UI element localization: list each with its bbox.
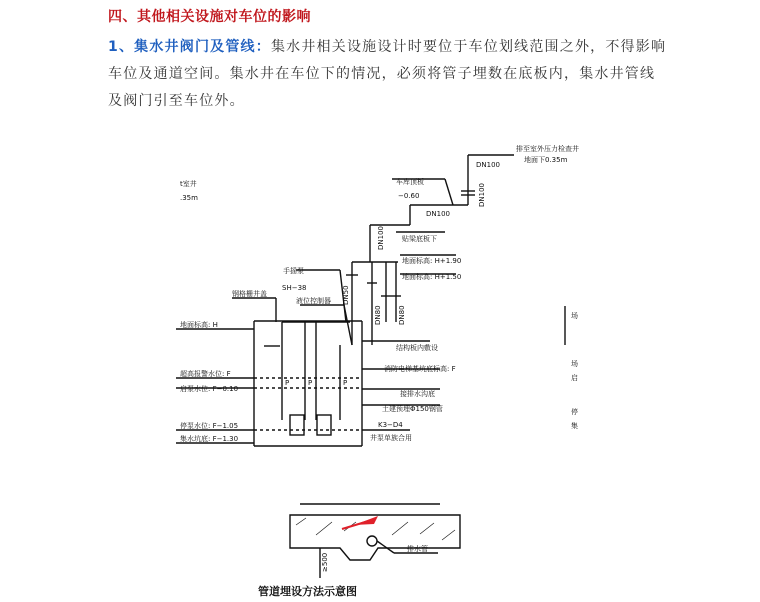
label-controller: 液位控制器 bbox=[296, 297, 331, 305]
label-trench: 接排水沟底 bbox=[400, 390, 435, 398]
label-right-1: 场 bbox=[571, 312, 578, 320]
label-dn100-mid-vertical: DN100 bbox=[377, 226, 385, 250]
label-pump-model: SH−38 bbox=[282, 284, 307, 292]
diagram-caption: 管道埋设方法示意图 bbox=[258, 585, 357, 598]
label-beam: 贴梁底板下 bbox=[402, 235, 437, 243]
label-pump-set: 井泵单族合用 bbox=[370, 434, 412, 442]
label-pipe-p3: P bbox=[343, 379, 348, 387]
label-pipe-p1: P bbox=[285, 379, 290, 387]
label-outdoor-well: 排至室外压力检查井 bbox=[516, 145, 579, 153]
label-left-well: t室井 bbox=[180, 180, 197, 188]
label-right-4: 停 bbox=[571, 408, 578, 416]
label-floor: 地面标高: H bbox=[180, 321, 218, 329]
label-ceiling-value: −0.60 bbox=[398, 192, 420, 200]
label-ceiling: 车库顶板 bbox=[396, 178, 424, 186]
label-right-3: 启 bbox=[571, 374, 578, 382]
label-right-2: 场 bbox=[571, 360, 578, 368]
label-dn100-top: DN100 bbox=[476, 161, 500, 169]
label-right-5: 集 bbox=[571, 422, 578, 430]
paragraph-lead: 1、集水井阀门及管线： bbox=[108, 39, 271, 55]
label-dn50: DN50 bbox=[342, 285, 350, 305]
section-title: 四、其他相关设施对车位的影响 bbox=[108, 9, 311, 25]
label-alarm: 超高报警水位: F bbox=[180, 370, 231, 378]
label-elevator: 消防电梯基坑底标高: F bbox=[384, 365, 456, 373]
label-ground-level: 地面下0.35m bbox=[524, 156, 568, 164]
label-dn100-mid: DN100 bbox=[426, 210, 450, 218]
label-dn80a: DN80 bbox=[374, 305, 382, 325]
label-cover: 钢格栅井盖 bbox=[232, 290, 267, 298]
label-pump: 手摇泵 bbox=[283, 267, 304, 275]
label-h150: 地面标高: H+1.50 bbox=[402, 273, 462, 281]
label-k3: K3−D4 bbox=[378, 421, 403, 429]
label-drain-pipe: 排水管 bbox=[407, 545, 428, 553]
label-steel-pipe: 土建预埋Φ150钢管 bbox=[382, 405, 443, 413]
label-bottom: 集水坑底: F−1.30 bbox=[180, 435, 239, 443]
label-left-depth: .35m bbox=[180, 194, 198, 202]
paragraph-body: 集水井相关设施设计时要位于车位划线范围之外，不得影响车位及通道空间。集水井在车位下的情况，必须将管子埋数在底板内，集水井管线及阀门引至车位外。 bbox=[108, 39, 667, 109]
label-h190: 地面标高: H+1.90 bbox=[402, 257, 462, 265]
label-start: 启泵水位: F−0.10 bbox=[180, 385, 239, 393]
label-pipe-p2: P bbox=[308, 379, 313, 387]
label-dn80b: DN80 bbox=[398, 305, 406, 325]
label-embedded: 结构板内敷设 bbox=[396, 344, 438, 352]
label-dn100-vertical: DN100 bbox=[478, 183, 486, 207]
label-slab-depth: ≥500 bbox=[321, 552, 329, 572]
label-stop: 停泵水位: F−1.05 bbox=[180, 422, 239, 430]
